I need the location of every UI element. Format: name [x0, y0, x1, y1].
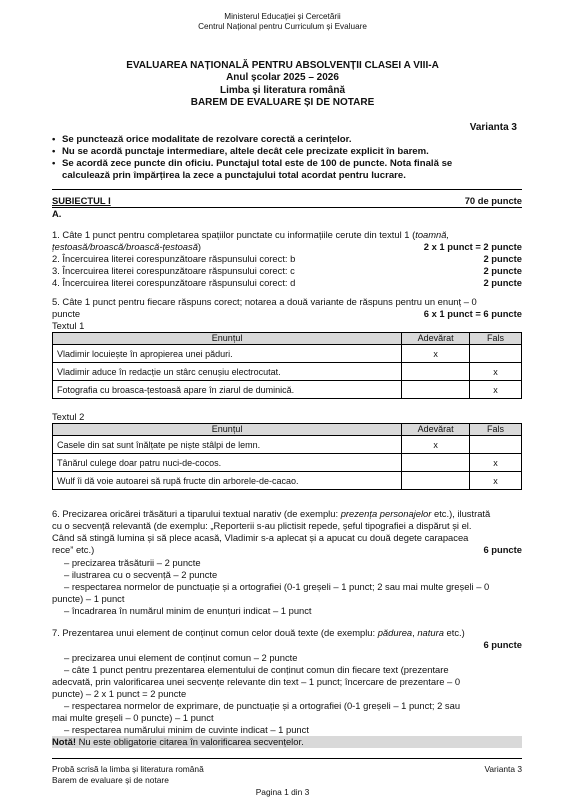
header-cell: Enunțul: [53, 333, 402, 345]
true-cell: [402, 454, 470, 472]
header-cell: Adevărat: [402, 333, 470, 345]
criterion: – precizarea unui element de conținut comun – 2 puncte: [64, 652, 298, 663]
true-cell: [402, 472, 470, 490]
footer-divider: [52, 758, 522, 759]
false-cell: x: [470, 381, 522, 399]
false-cell: [470, 345, 522, 363]
criterion-cont: mai multe greșeli – 0 puncte) – 1 punct: [52, 712, 214, 723]
table-row: [53, 454, 522, 472]
criterion-cont: adecvată, prin valorificarea unei secvențe relevante din text – 1 punct; încercare de prezentare – 0: [52, 676, 461, 687]
item-6: 6. Precizarea oricărei trăsături a tiparului textual narativ (de exemplu: prezența personajelor etc.), ilustrată: [52, 508, 491, 519]
criterion: – respectarea numărului minim de cuvinte indicat – 1 punct: [64, 724, 309, 735]
true-cell: x: [402, 345, 470, 363]
criterion: – câte 1 punct pentru prezentarea elementului de conținut comun din fiecare text (prezentare: [64, 664, 449, 675]
item-6-cont: cu o secvență relevantă (de exemplu: „Reporterii s-au plictisit repede, șeful tipografiei a dispărut și el.: [52, 520, 472, 531]
item-5: 5. Câte 1 punct pentru fiecare răspuns corect; notarea a două variante de răspuns pentru un enunț – 0: [52, 296, 477, 307]
rule-bullet: • Se acordă zece puncte din oficiu. Punctajul total este de 100 de puncte. Nota finală se: [52, 158, 453, 169]
item-1-cont: țestoasă/broască/broască-țestoasă) 2 x 1 punct = 2 puncte: [52, 241, 522, 252]
item-6-cont: rece” etc.) 6 puncte: [52, 544, 522, 555]
false-cell: x: [470, 363, 522, 381]
rule-bullet: • Se punctează orice modalitate de rezolvare corectă a cerințelor.: [52, 134, 352, 145]
statement-cell: Vladimir aduce în redacție un stârc cenușiu electrocutat.: [53, 363, 402, 381]
true-cell: [402, 363, 470, 381]
header-cell: Enunțul: [53, 424, 402, 436]
table-row: [53, 472, 522, 490]
table-header-row: [53, 424, 522, 436]
item-3: 3. Încercuirea literei corespunzătoare răspunsului corect: c 2 puncte: [52, 265, 522, 276]
false-cell: [470, 436, 522, 454]
note-box: Notă! Nu este obligatorie citarea în valorificarea secvențelor.: [52, 736, 522, 748]
item-2: 2. Încercuirea literei corespunzătoare răspunsului corect: b 2 puncte: [52, 253, 522, 264]
exam-title: EVALUAREA NAȚIONALĂ PENTRU ABSOLVENȚII CLASEI A VIII-A: [126, 60, 439, 71]
table1-label: Textul 1: [52, 320, 85, 331]
page-number: Pagina 1 din 3: [255, 787, 310, 797]
variant-label: Varianta 3: [469, 122, 517, 133]
statement-cell: Casele din sat sunt înălțate pe niște stâlpi de lemn.: [53, 436, 402, 454]
item-7: 7. Prezentarea unui element de conținut comun celor două texte (de exemplu: pădurea, natura etc.): [52, 627, 465, 638]
item-6-cont: Când să stingă lumina și să plece acasă, Vladimir s-a aplecat și a apucat cu două degete carapacea: [52, 532, 469, 543]
table-row: [53, 381, 522, 399]
school-year: Anul școlar 2025 – 2026: [226, 72, 339, 83]
rule-bullet-cont: calculează prin împărțirea la zece a punctajului total acordat pentru lucrare.: [62, 170, 406, 181]
table-header-row: [53, 333, 522, 345]
center-header: Centrul Național pentru Curriculum și Evaluare: [198, 22, 367, 31]
header-cell: Fals: [470, 333, 522, 345]
header-cell: Adevărat: [402, 424, 470, 436]
criterion: – încadrarea în numărul minim de enunțuri indicat – 1 punct: [64, 605, 312, 616]
page: Ministerul Educației și Cercetării Centrul Național pentru Curriculum și Evaluare EVALUAREA NAȚIONALĂ PENTRU ABSOLVENȚII CLASEI A VIII-A Anul școlar 2025 – 2026 Limba și literatura română BAREM DE EVALUARE ȘI DE NOTARE Varianta 3 • Se punctează orice modalitate de rezolvare corectă a cerințelor. • Nu se acordă punctaje intermediare, altele decât cele precizate explicit în barem. • Se acordă zece puncte din oficiu. Punctajul total este de 100 de puncte. Nota finală se calculează prin împărțirea la zece a punctajului total acordat pentru lucrare. SUBIECTUL I 70 de puncte A. 1. Câte 1 punct pentru completarea spațiilor punctate cu informațiile cerute din textul 1 (toamnă, țestoasă/broască/broască-țestoasă) 2 x 1 punct = 2 puncte 2. Încercuirea literei corespunzătoare răspunsului corect: b 2 puncte 3. Încercuirea literei corespunzătoare răspunsului corect: c 2 puncte 4. Încercuirea literei corespunzătoare răspunsului corect: d 2 puncte 5. Câte 1 punct pentru fiecare răspuns corect; notarea a două variante de răspuns pentru un enunț – 0 puncte 6 x 1 punct = 6 puncte Textul 1 Enunțul Adevărat Fals Vladimir locuiește în apropierea unei păduri. x Vladimir aduce în redacție un stârc cenușiu electrocutat. x Fotografia cu broasca-țestoasă apare în ziarul de duminică. x Textul 2 Enunțul Adevărat Fals Casele din sat sunt înălțate pe niște stâlpi de lemn. x Tânărul culege doar patru nuci-de-cocos. x Wulf îi dă voie autoarei să rupă fructe din arborele-de-cacao. x 6. Precizarea oricărei trăsături a tiparului textual narativ (de exemplu: prezența personajelor etc.), ilustrată cu o secvență relevantă (de exemplu: „Reporterii s-au plictisit repede, șeful tipografiei a dispărut și el. Când să stingă lumina și să plece acasă, Vladimir s-a aplecat și a apucat cu două degete carapacea rece” etc.) 6 puncte – precizarea trăsăturii – 2 puncte – ilustrarea cu o secvență – 2 puncte – respectarea normelor de punctuație și a ortografiei (0-1 greșeli – 1 punct; 2 sau mai multe greșeli – 0 puncte) – 1 punct – încadrarea în numărul minim de enunțuri indicat – 1 punct 7. Prezentarea unui element de conținut comun celor două texte (de exemplu: pădurea, natura etc.) 6 puncte – precizarea unui element de conținut comun – 2 puncte – câte 1 punct pentru prezentarea elementului de conținut comun din fiecare text (prezentare adecvată, prin valorificarea unei secvențe relevante din text – 1 punct; încercare de prezentare – 0 puncte) – 2 x 1 punct = 2 puncte – respectarea normelor de exprimare, de punctuație și a ortografiei (0-1 greșeli – 1 punct; 2 sau mai multe greșeli – 0 puncte) – 1 punct – respectarea numărului minim de cuvinte indicat – 1 punct Notă! Nu este obligatorie citarea în valorificarea secvențelor. Probă scrisă la limba și literatura română Barem de evaluare și de notare Varianta 3 Pagina 1 din 3: [0, 0, 565, 800]
footer-doc: Barem de evaluare și de notare: [52, 775, 169, 785]
table-row: [53, 345, 522, 363]
criterion-cont: puncte) – 1 punct: [52, 593, 125, 604]
item-5-cont: puncte 6 x 1 punct = 6 puncte: [52, 308, 522, 319]
answer-table-2: [52, 423, 522, 490]
subject-points: 70 de puncte: [464, 195, 522, 206]
table2-label: Textul 2: [52, 411, 85, 422]
subject-heading: SUBIECTUL I 70 de puncte: [52, 195, 522, 206]
answer-table-1: [52, 332, 522, 399]
criterion: – ilustrarea cu o secvență – 2 puncte: [64, 569, 218, 580]
criterion-cont: puncte) – 2 x 1 punct = 2 puncte: [52, 688, 187, 699]
true-cell: x: [402, 436, 470, 454]
statement-cell: Tânărul culege doar patru nuci-de-cocos.: [53, 454, 402, 472]
criterion: – precizarea trăsăturii – 2 puncte: [64, 557, 201, 568]
item-1: 1. Câte 1 punct pentru completarea spațiilor punctate cu informațiile cerute din textul 1 (toamnă,: [52, 229, 450, 240]
footer-exam: Probă scrisă la limba și literatura română: [52, 764, 204, 774]
subject-name: Limba și literatura română: [219, 85, 346, 96]
statement-cell: Fotografia cu broasca-țestoasă apare în ziarul de duminică.: [53, 381, 402, 399]
true-cell: [402, 381, 470, 399]
rule-bullet: • Nu se acordă punctaje intermediare, altele decât cele precizate explicit în barem.: [52, 146, 429, 157]
statement-cell: Vladimir locuiește în apropierea unei păduri.: [53, 345, 402, 363]
header-cell: Fals: [470, 424, 522, 436]
statement-cell: Wulf îi dă voie autoarei să rupă fructe din arborele-de-cacao.: [53, 472, 402, 490]
item-4: 4. Încercuirea literei corespunzătoare răspunsului corect: d 2 puncte: [52, 277, 522, 288]
ministry-header: Ministerul Educației și Cercetării: [224, 12, 341, 21]
table-row: [53, 436, 522, 454]
criterion: – respectarea normelor de exprimare, de punctuație și a ortografiei (0-1 greșeli – 1 punct; 2 sau: [64, 700, 461, 711]
table-row: [53, 363, 522, 381]
false-cell: x: [470, 454, 522, 472]
footer-variant: Varianta 3: [484, 764, 522, 774]
criterion: – respectarea normelor de punctuație și a ortografiei (0-1 greșeli – 1 punct; 2 sau mai multe greșeli – 0: [64, 581, 490, 592]
divider: [52, 189, 522, 190]
part-label: A.: [52, 208, 62, 219]
document-title: BAREM DE EVALUARE ȘI DE NOTARE: [190, 97, 375, 108]
false-cell: x: [470, 472, 522, 490]
